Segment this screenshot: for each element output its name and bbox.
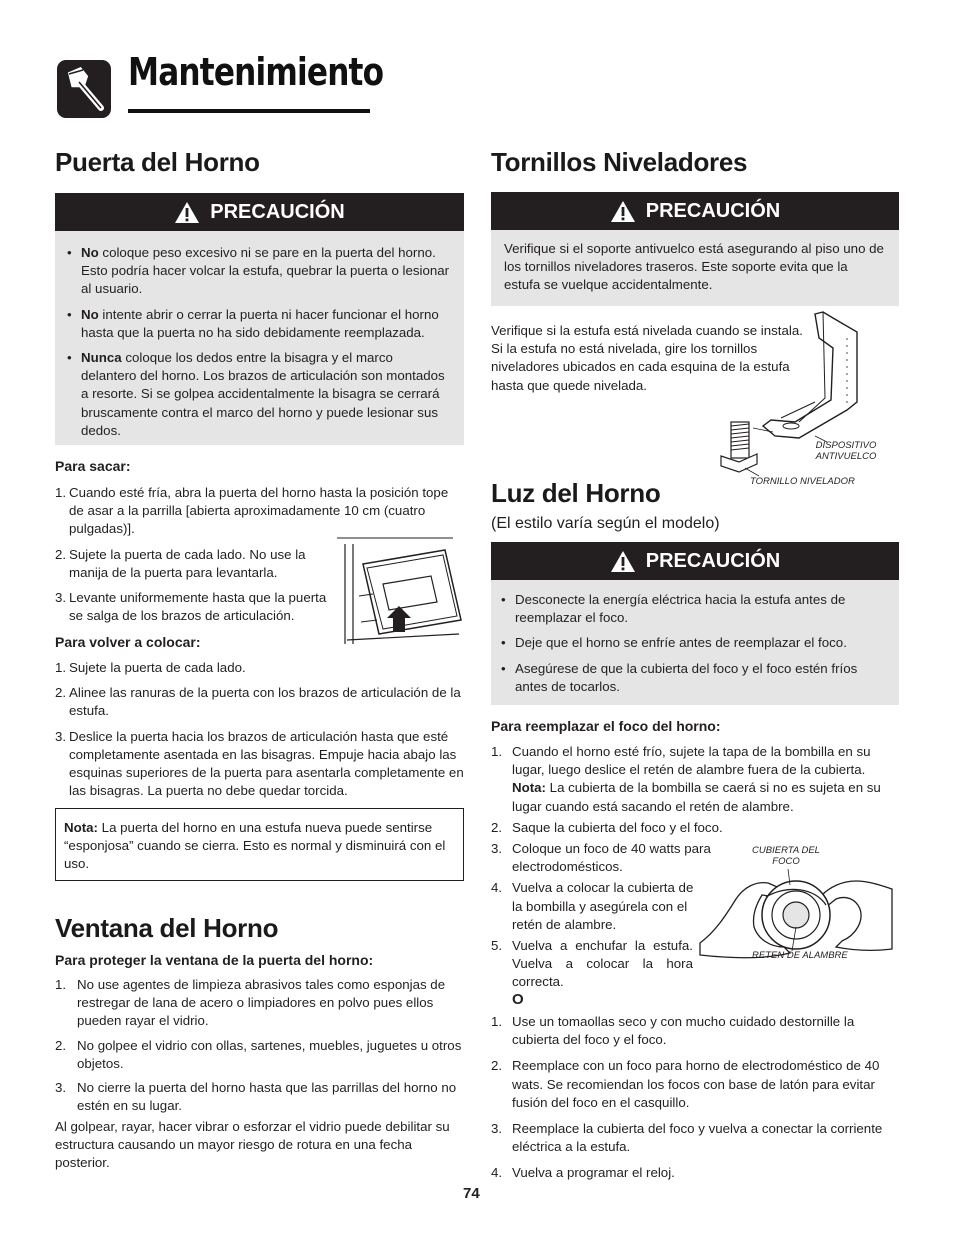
caption-bulb-cover: CUBIERTA DEL FOCO	[752, 845, 820, 867]
list-item: 1. Use un tomaollas seco y con mucho cuidado destornille la cubierta del foco y el foco.	[491, 1014, 855, 1048]
ventana-sub: Para proteger la ventana de la puerta del horno:	[55, 952, 374, 968]
luz-caution-body	[491, 580, 899, 705]
tornillos-body: Verifique si la estufa está nivelada cuando se instala. Si la estufa no está nivelada, gire los tornillos niveladores ubicados en cada esquina de la estufa hasta que quede nivelada.	[491, 323, 803, 393]
warning-icon	[174, 201, 200, 224]
list-item: 1. No use agentes de limpieza abrasivos tales como esponjas de restregar de lana de acero o limpiadores en polvo pues ellos pueden rayar el vidrio.	[55, 977, 446, 1029]
luz-caution-header	[491, 542, 899, 580]
caution-bullet: • No intente abrir o cerrar la puerta ni hacer funcionar el horno hasta que la puerta no ha sido debidamente reemplazada.	[65, 306, 450, 342]
list-item: 3. Reemplace la cubierta del foco y vuelva a conectar la corriente eléctrica a la estufa.	[491, 1121, 883, 1155]
list-item: 3. Deslice la puerta hacia los brazos de articulación hasta que esté completamente asentada en las bisagras. Empuje hacia abajo las esquinas superiores de la puerta para asentarla completamente en las bisagras. La puerta no debe quedar torcida.	[55, 728, 464, 799]
caution-bullet: • Deje que el horno se enfríe antes de reemplazar el foco.	[499, 634, 887, 652]
tornillos-caution-header	[491, 192, 899, 230]
list-item: 4. Vuelva a colocar la cubierta de la bombilla y asegúrela con el retén de alambre.	[491, 880, 694, 932]
list-item: 2. Saque la cubierta del foco y el foco.	[491, 819, 723, 835]
page-title: Mantenimiento	[128, 50, 384, 94]
caption-leveling-screw: TORNILLO NIVELADOR	[750, 476, 855, 487]
luz-subtitle: (El estilo varía según el modelo)	[491, 515, 720, 532]
list-item: 1. Cuando esté fría, abra la puerta del horno hasta la posición tope de asar a la parrilla [abierta aproximadamente 10 cm (cuatro pulgadas)].	[55, 485, 449, 537]
caution-bullet: • Nunca coloque los dedos entre la bisagra y el marco delantero del horno. Los brazos de articulación son montados a resorte. Si se golpea accidentalmente la bisagra se cerrará bruscamente contra el marco del horno y puede lesionar sus dedos.	[65, 349, 450, 440]
remove-title: Para sacar:	[55, 458, 131, 474]
tornillos-heading: Tornillos Niveladores	[491, 147, 748, 177]
ventana-closing: Al golpear, rayar, hacer vibrar o esforzar el vidrio puede debilitar su estructura causando un mayor riesgo de rotura en una fecha posterior.	[55, 1119, 450, 1171]
caution-bullet: • Asegúrese de que la cubierta del foco y el foco estén fríos antes de tocarlos.	[499, 660, 887, 696]
oven-door-illustration	[333, 536, 465, 648]
caution-bullet: • No coloque peso excesivo ni se pare en la puerta del horno. Esto podría hacer volcar la estufa, quebrar la puerta o lesionar al usuario.	[65, 244, 450, 299]
list-item: 5. Vuelva a enchufar la estufa. Vuelva a colocar la hora correcta.	[491, 938, 693, 990]
ventana-steps	[55, 976, 465, 1115]
ventana-heading: Ventana del Horno	[55, 913, 279, 943]
list-item: 2. Alinee las ranuras de la puerta con los brazos de articulación de la estufa.	[55, 685, 461, 719]
puerta-heading: Puerta del Horno	[55, 147, 260, 177]
screwdriver-icon	[55, 58, 113, 120]
luz-heading: Luz del Horno	[491, 478, 661, 508]
caution-label: PRECAUCIÓN	[645, 199, 781, 222]
list-item: 4. Vuelva a programar el reloj.	[491, 1165, 675, 1181]
puerta-caution-header	[55, 193, 464, 231]
luz-sub: Para reemplazar el foco del horno:	[491, 718, 721, 734]
caution-label: PRECAUCIÓN	[210, 200, 345, 223]
replace-steps	[55, 659, 465, 800]
list-item: 3. Levante uniformemente hasta que la puerta se salga de los brazos de articulación.	[55, 590, 327, 624]
caption-wire-retainer: RETEN DE ALAMBRE	[752, 950, 848, 961]
luz-alt-steps	[491, 1013, 899, 1183]
replace-title: Para volver a colocar:	[55, 634, 201, 650]
bulb-cover-illustration	[696, 855, 896, 965]
title-underline	[128, 109, 370, 113]
warning-icon	[610, 200, 636, 223]
page-number: 74	[463, 1185, 480, 1202]
caution-bullet: • Desconecte la energía eléctrica hacia la estufa antes de reemplazar el foco.	[499, 591, 887, 627]
list-item: 3. No cierre la puerta del horno hasta que las parrillas del horno no estén en su lugar.	[55, 1080, 457, 1114]
caution-label: PRECAUCIÓN	[645, 549, 781, 572]
puerta-caution-body	[55, 231, 464, 445]
list-item: 2. Reemplace con un foco para horno de electrodoméstico de 40 wats. Se recomiendan los focos con base de latón para evitar fusión del foco en el casquillo.	[491, 1058, 880, 1110]
list-item: 1. Cuando el horno esté frío, sujete la tapa de la bombilla en su lugar, luego deslice el retén de alambre fuera de la cubierta. Nota: La cubierta de la bombilla se caerá si no es sujeta en su lugar cuando está sacando el retén de alambre.	[491, 744, 881, 814]
tornillos-caution-body: Verifique si el soporte antivuelco está asegurando al piso uno de los tornillos niveladores traseros. Este soporte evita que la estufa se vuelque accidentalmente.	[491, 230, 899, 306]
list-item: 1. Sujete la puerta de cada lado.	[55, 660, 246, 675]
list-item: 3. Coloque un foco de 40 watts para electrodomésticos.	[491, 841, 711, 875]
or-separator: O	[512, 991, 524, 1008]
note-box: Nota: La puerta del horno en una estufa nueva puede sentirse “esponjosa” cuando se cierra. Esto es normal y disminuirá con el uso.	[55, 808, 464, 881]
caption-anti-tip: DISPOSITIVO ANTIVUELCO	[815, 440, 877, 462]
list-item: 2. No golpee el vidrio con ollas, sartenes, muebles, juguetes u otros objetos.	[55, 1037, 462, 1071]
warning-icon	[610, 550, 636, 573]
list-item: 2. Sujete la puerta de cada lado. No use la manija de la puerta para levantarla.	[55, 546, 306, 580]
